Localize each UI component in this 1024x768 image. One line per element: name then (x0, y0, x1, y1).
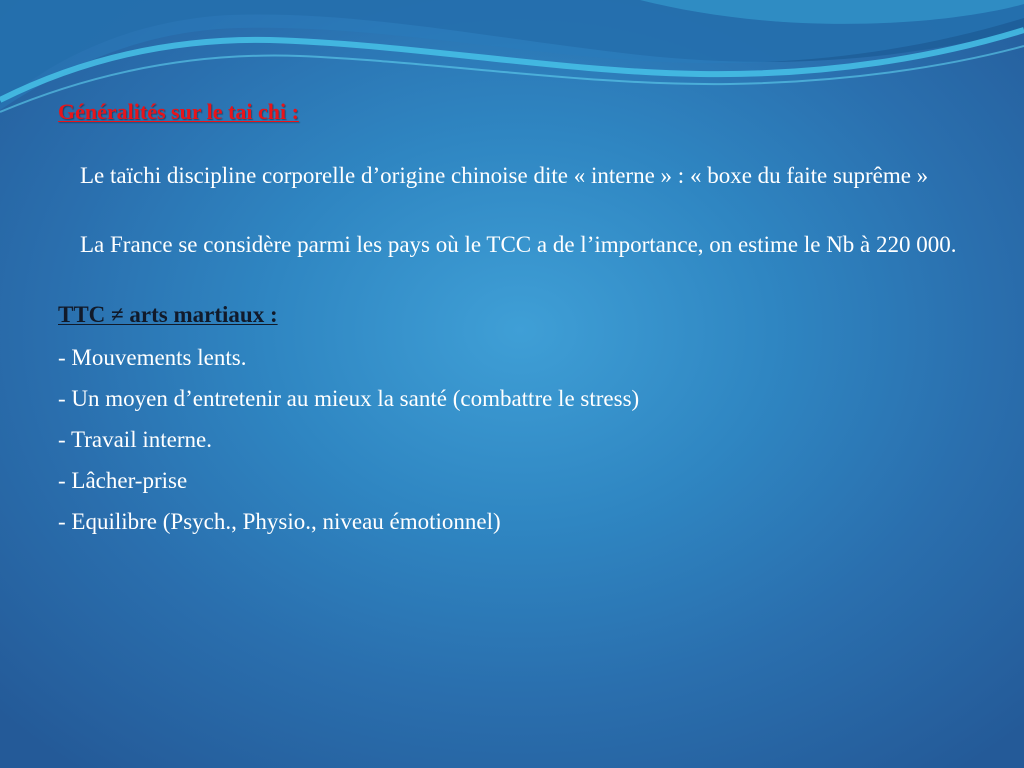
list-item: - Equilibre (Psych., Physio., niveau émotionnel) (58, 509, 501, 534)
paragraph-taichi-definition: Le taïchi discipline corporelle d’origine chinoise dite « interne » : « boxe du faite suprême » (80, 163, 929, 188)
subheading-ttc-vs-martial-arts: TTC ≠ arts martiaux : (58, 302, 278, 327)
bullet-list (58, 337, 958, 542)
list-item: - Un moyen d’entretenir au mieux la santé (combattre le stress) (58, 386, 640, 411)
list-item: - Travail interne. (58, 427, 212, 452)
list-item: - Lâcher-prise (58, 468, 188, 493)
slide-content (58, 95, 958, 542)
paragraph-france-stats: La France se considère parmi les pays où le TCC a de l’importance, on estime le Nb à 220 000. (80, 232, 957, 257)
slide-heading: Généralités sur le tai chi : (58, 99, 299, 124)
list-item: - Mouvements lents. (58, 345, 247, 370)
